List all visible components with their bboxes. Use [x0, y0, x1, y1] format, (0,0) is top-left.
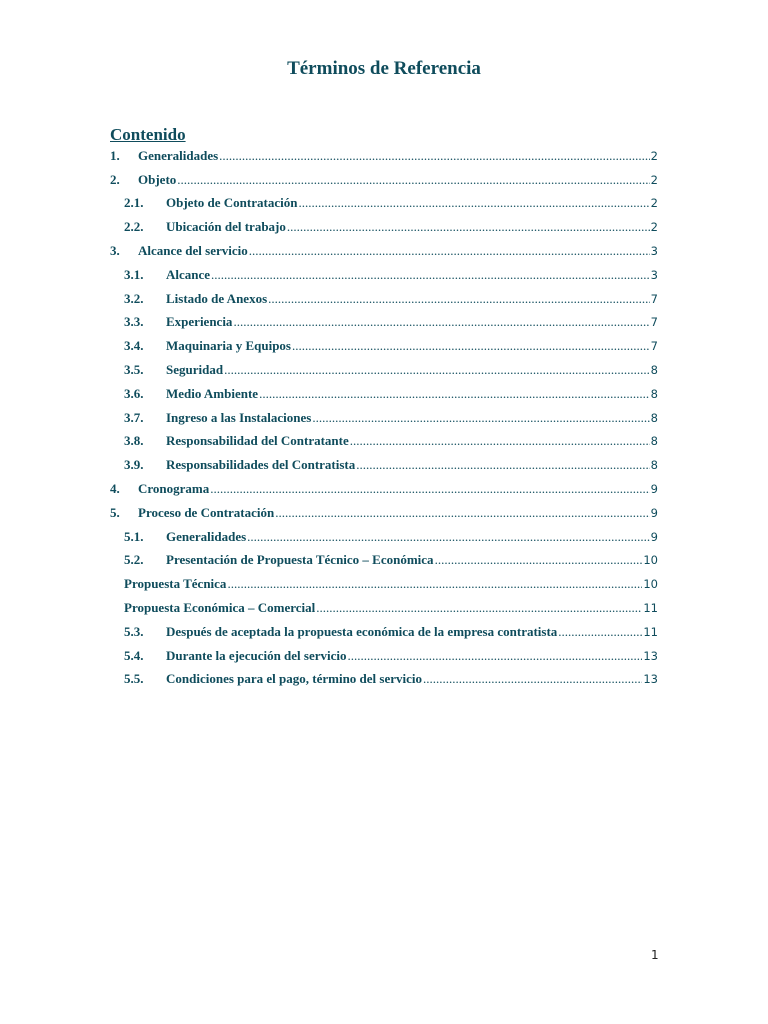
- toc-entry-label[interactable]: Durante la ejecución del servicio: [166, 647, 347, 663]
- toc-entry-page[interactable]: 13: [643, 672, 658, 687]
- toc-dot-leader: [423, 671, 642, 687]
- toc-dot-leader: [348, 648, 643, 664]
- toc-entry[interactable]: [110, 668, 658, 692]
- toc-dot-leader: [356, 457, 649, 473]
- toc-entry[interactable]: [110, 287, 658, 311]
- toc-entry-page[interactable]: 8: [650, 410, 658, 425]
- toc-entry[interactable]: [110, 239, 658, 263]
- toc-entry-label[interactable]: Seguridad: [166, 362, 224, 378]
- toc-entry-page[interactable]: 3: [650, 267, 658, 282]
- toc-entry-label[interactable]: Después de aceptada la propuesta económica de la empresa contratista: [166, 623, 558, 639]
- toc-entry-label[interactable]: Cronograma: [138, 481, 210, 497]
- toc-entry-page[interactable]: 8: [650, 386, 658, 401]
- toc-entry[interactable]: [110, 596, 658, 620]
- toc-dot-leader: [275, 505, 649, 521]
- toc-dot-leader: [292, 338, 650, 354]
- toc-entry-label[interactable]: Generalidades: [166, 528, 247, 544]
- toc-entry-label[interactable]: Propuesta Técnica: [124, 576, 227, 592]
- toc-dot-leader: [211, 267, 650, 283]
- toc-dot-leader: [177, 172, 649, 188]
- toc-entry[interactable]: [110, 501, 658, 525]
- toc-entry-label[interactable]: Alcance del servicio: [138, 243, 248, 259]
- toc-dot-leader: [268, 291, 650, 307]
- toc-entry-page[interactable]: 7: [650, 315, 658, 330]
- toc-entry-label[interactable]: Maquinaria y Equipos: [166, 338, 291, 354]
- toc-dot-leader: [259, 386, 650, 402]
- toc-entry[interactable]: [110, 477, 658, 501]
- toc-entry-label[interactable]: Condiciones para el pago, término del servicio: [166, 671, 423, 687]
- toc-entry-number: 2.2.: [124, 219, 144, 235]
- toc-entry-label[interactable]: Propuesta Económica – Comercial: [124, 600, 316, 616]
- toc-entry[interactable]: [110, 311, 658, 335]
- toc-entry[interactable]: [110, 215, 658, 239]
- toc-dot-leader: [287, 219, 650, 235]
- toc-entry-label[interactable]: Presentación de Propuesta Técnico – Económica: [166, 552, 434, 568]
- toc-entry[interactable]: [110, 263, 658, 287]
- toc-entry-page[interactable]: 3: [650, 244, 658, 259]
- toc-entry-page[interactable]: 11: [643, 601, 658, 616]
- toc-entry-number: 3.6.: [124, 385, 144, 401]
- toc-entry-number: 5.2.: [124, 552, 144, 568]
- toc-entry-number: 2.1.: [124, 195, 144, 211]
- toc-entry[interactable]: [110, 572, 658, 596]
- toc-entry-label[interactable]: Ubicación del trabajo: [166, 219, 286, 235]
- toc-dot-leader: [219, 148, 650, 164]
- document-title: Términos de Referencia: [287, 58, 481, 79]
- toc-entry[interactable]: [110, 334, 658, 358]
- toc-dot-leader: [249, 243, 650, 259]
- page-number: 1: [651, 948, 659, 962]
- toc-entry[interactable]: [110, 382, 658, 406]
- toc-entry-page[interactable]: 11: [643, 624, 658, 639]
- toc-entry-page[interactable]: 9: [650, 482, 658, 497]
- toc-dot-leader: [350, 433, 650, 449]
- toc-entry[interactable]: [110, 168, 658, 192]
- toc-entry-number: 5.3.: [124, 623, 144, 639]
- toc-entry-label[interactable]: Generalidades: [138, 147, 219, 163]
- toc-entry-number: 3.2.: [124, 290, 144, 306]
- toc-entry-label[interactable]: Objeto: [138, 171, 177, 187]
- toc-entry-number: 5.: [110, 504, 120, 520]
- toc-dot-leader: [247, 529, 650, 545]
- toc-entry[interactable]: [110, 453, 658, 477]
- toc-entry[interactable]: [110, 406, 658, 430]
- toc-dot-leader: [227, 576, 642, 592]
- toc-dot-leader: [312, 410, 649, 426]
- toc-entry-page[interactable]: 8: [650, 458, 658, 473]
- toc-entry[interactable]: [110, 525, 658, 549]
- toc-entry-number: 3.: [110, 243, 120, 259]
- toc-entry-label[interactable]: Objeto de Contratación: [166, 195, 298, 211]
- toc-dot-leader: [435, 552, 643, 568]
- toc-entry[interactable]: [110, 192, 658, 216]
- toc-entry-page[interactable]: 9: [650, 529, 658, 544]
- toc-entry-number: 3.9.: [124, 457, 144, 473]
- toc-entry-page[interactable]: 10: [643, 577, 658, 592]
- toc-entry-number: 3.7.: [124, 409, 144, 425]
- toc-entry-number: 4.: [110, 481, 120, 497]
- toc-dot-leader: [224, 362, 650, 378]
- toc-entry[interactable]: [110, 549, 658, 573]
- toc-dot-leader: [298, 195, 649, 211]
- toc-dot-leader: [316, 600, 642, 616]
- toc-dot-leader: [233, 314, 649, 330]
- toc-entry-label[interactable]: Ingreso a las Instalaciones: [166, 409, 312, 425]
- toc-entry[interactable]: [110, 430, 658, 454]
- toc-entry-number: 3.1.: [124, 266, 144, 282]
- toc-entry-number: 5.5.: [124, 671, 144, 687]
- toc-entry-number: 5.4.: [124, 647, 144, 663]
- toc-entry-page[interactable]: 8: [650, 363, 658, 378]
- toc-entry-label[interactable]: Experiencia: [166, 314, 233, 330]
- toc-entry-number: 5.1.: [124, 528, 144, 544]
- toc-entry[interactable]: [110, 644, 658, 668]
- toc-entry-page[interactable]: 2: [650, 220, 658, 235]
- toc-entry-page[interactable]: 9: [650, 505, 658, 520]
- toc-entry-page[interactable]: 8: [650, 434, 658, 449]
- toc-entry-label[interactable]: Listado de Anexos: [166, 290, 268, 306]
- toc-entry-number: 3.3.: [124, 314, 144, 330]
- toc-entry-number: 1.: [110, 147, 120, 163]
- toc-entry[interactable]: [110, 144, 658, 168]
- toc-entry-page[interactable]: 10: [643, 553, 658, 568]
- toc-entry-page[interactable]: 2: [650, 148, 658, 163]
- toc-entry-page[interactable]: 2: [650, 172, 658, 187]
- toc-entry-label[interactable]: Proceso de Contratación: [138, 504, 275, 520]
- toc-entry-label[interactable]: Alcance: [166, 266, 211, 282]
- toc-entry-page[interactable]: 13: [643, 648, 658, 663]
- toc-entry-number: 3.4.: [124, 338, 144, 354]
- toc-entry-page[interactable]: 7: [650, 339, 658, 354]
- toc-entry-page[interactable]: 2: [650, 196, 658, 211]
- toc-entry-label[interactable]: Responsabilidades del Contratista: [166, 457, 356, 473]
- toc-entry-page[interactable]: 7: [650, 291, 658, 306]
- table-of-contents: [110, 144, 658, 691]
- toc-dot-leader: [558, 624, 642, 640]
- toc-entry-number: 2.: [110, 171, 120, 187]
- toc-heading: Contenido: [110, 125, 186, 144]
- toc-dot-leader: [210, 481, 649, 497]
- toc-entry[interactable]: [110, 358, 658, 382]
- toc-entry[interactable]: [110, 620, 658, 644]
- toc-entry-number: 3.5.: [124, 362, 144, 378]
- toc-entry-label[interactable]: Responsabilidad del Contratante: [166, 433, 349, 449]
- toc-entry-number: 3.8.: [124, 433, 144, 449]
- toc-entry-label[interactable]: Medio Ambiente: [166, 385, 259, 401]
